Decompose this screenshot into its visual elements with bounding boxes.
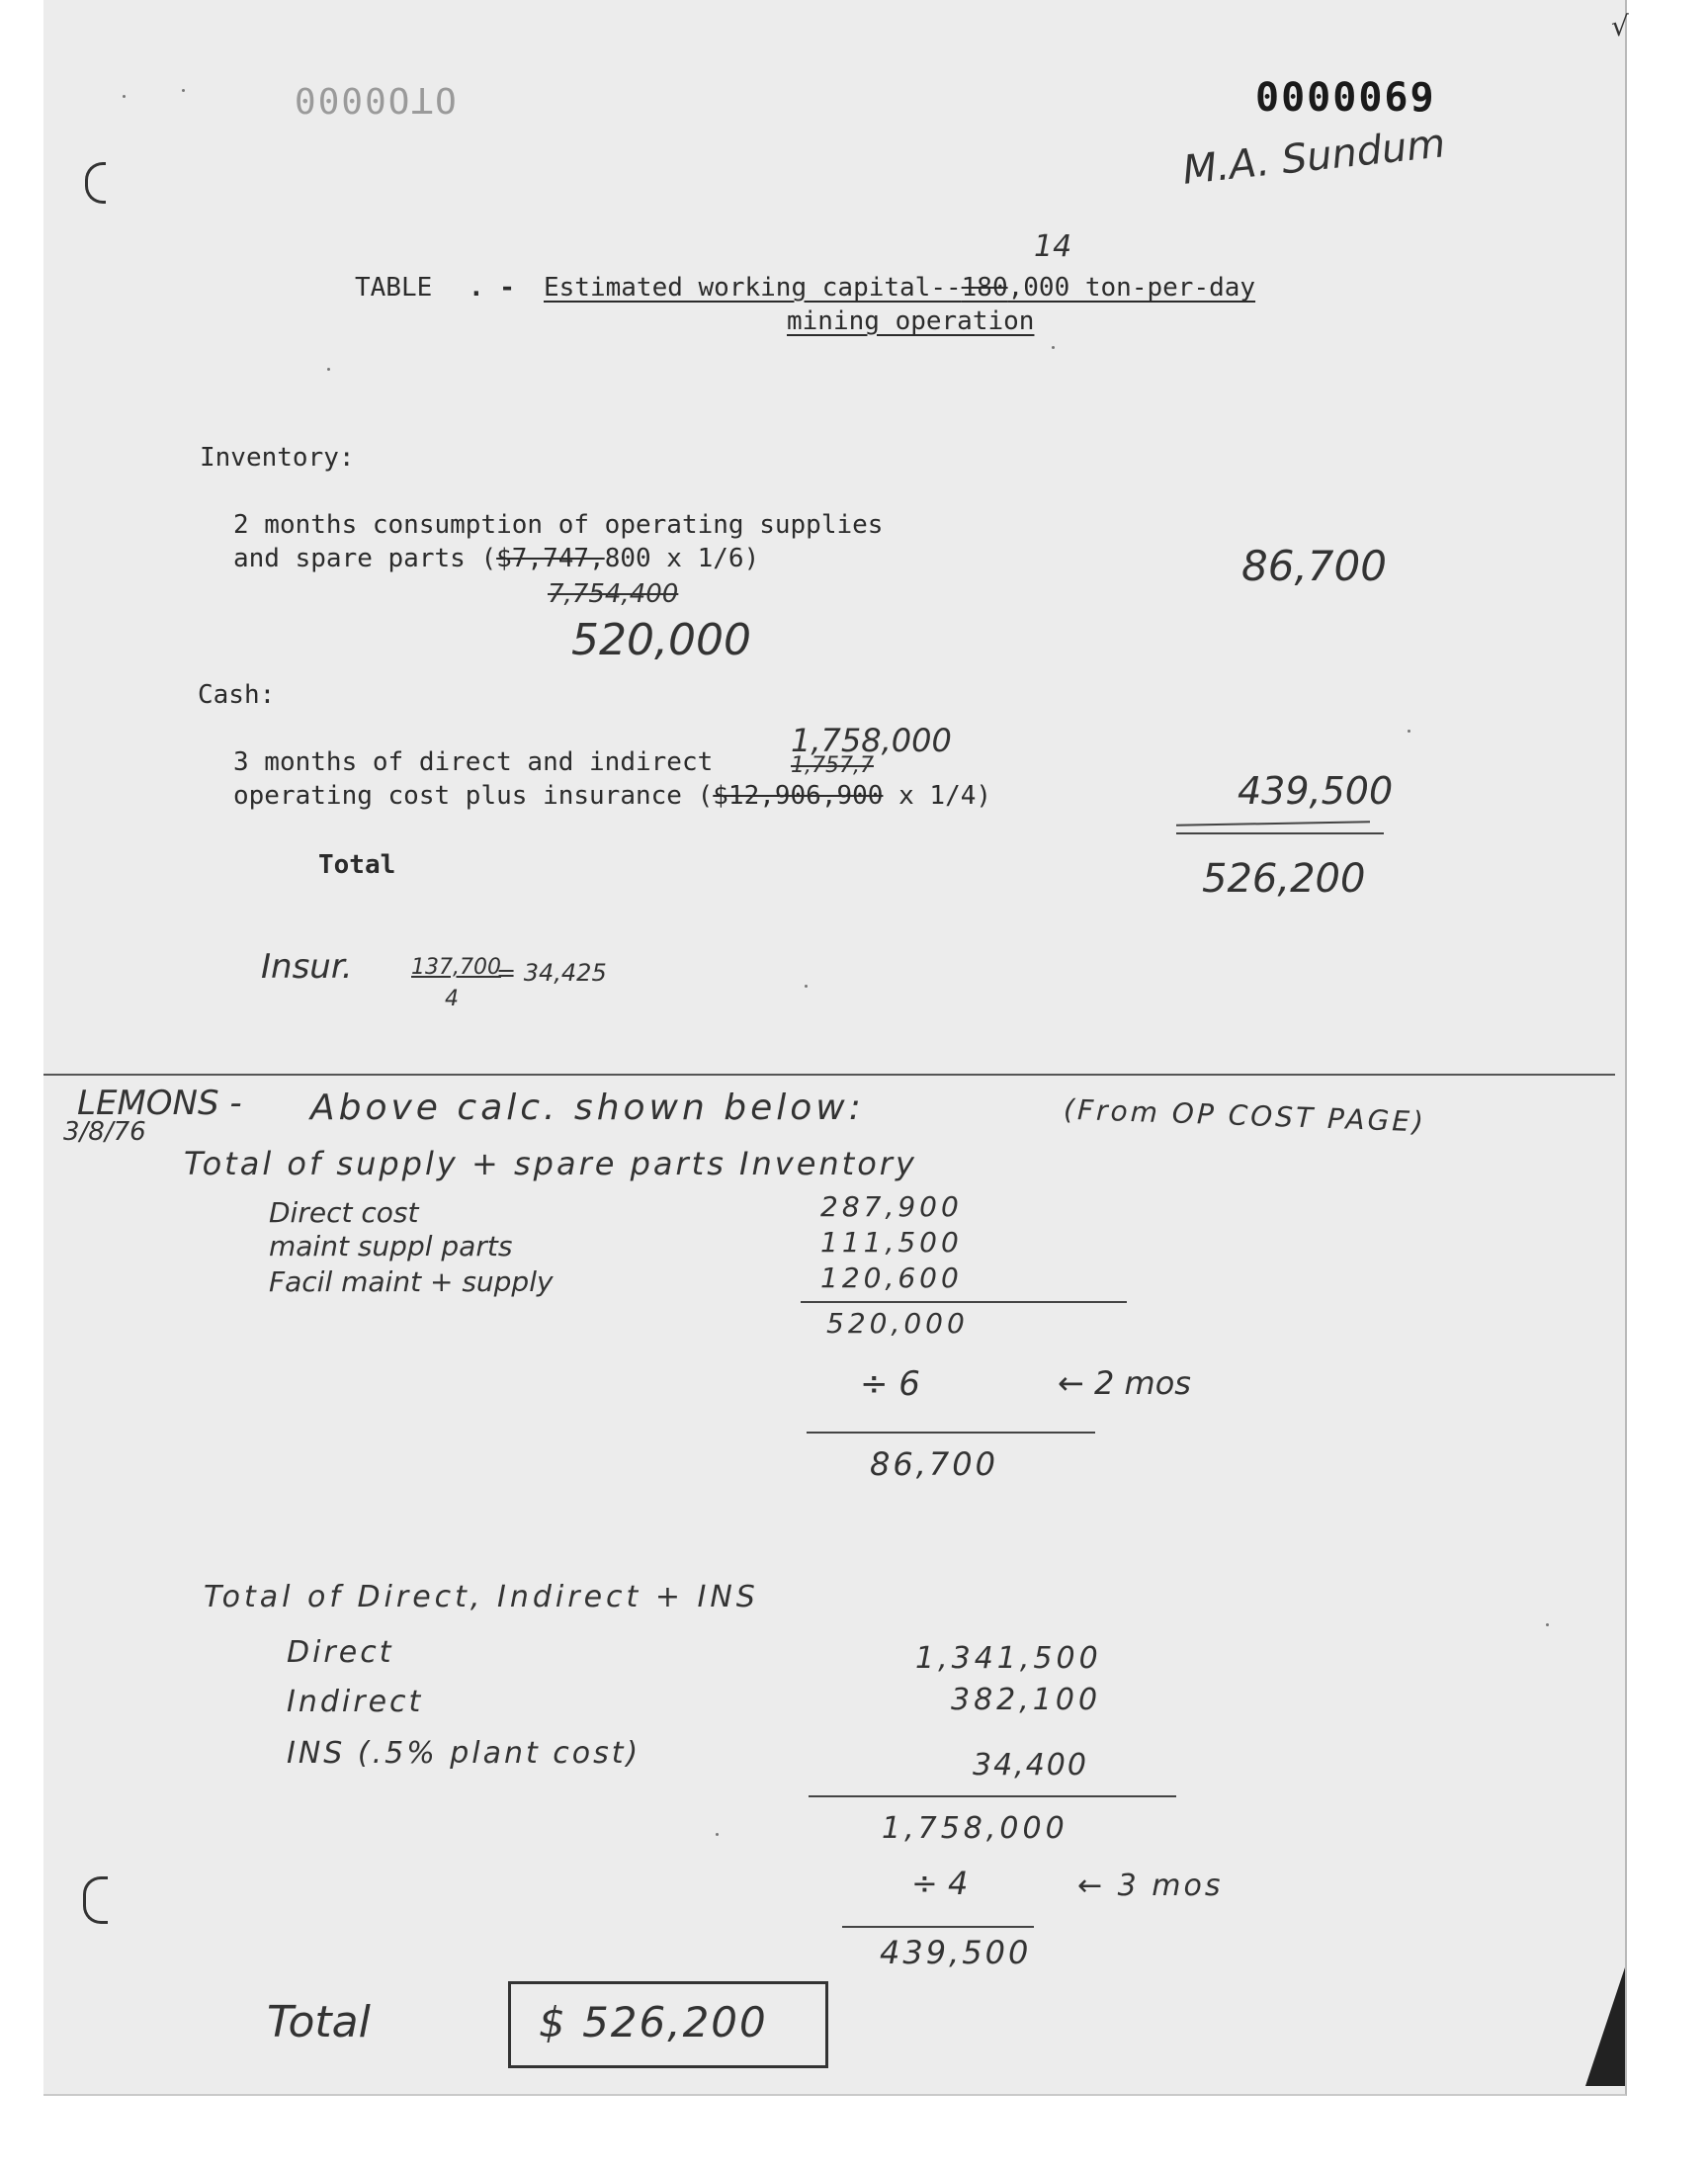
- cost-result-rule: [842, 1926, 1034, 1928]
- cash-line-2-prefix: operating cost plus insurance (: [233, 781, 714, 811]
- cost-divisor: ÷ 4: [911, 1865, 969, 1902]
- cash-heading: Cash:: [198, 680, 276, 710]
- title-suffix: ,000 ton-per-day: [1007, 273, 1256, 303]
- notes-author: LEMONS -: [77, 1084, 242, 1123]
- cash-struck-handwritten: 1,757,7: [791, 753, 874, 778]
- cash-struck-amount: $12,906,900: [713, 781, 884, 811]
- cost-row-value: 1,341,500: [915, 1641, 1102, 1676]
- speck: [123, 95, 126, 98]
- inventory-line-2: [233, 544, 759, 573]
- supply-row-value: 120,600: [820, 1262, 963, 1294]
- inventory-heading: Inventory:: [200, 443, 355, 473]
- cost-row-value: 34,400: [973, 1748, 1088, 1783]
- supply-row-label: maint suppl parts: [269, 1230, 513, 1262]
- cash-amount: 439,500: [1238, 769, 1394, 813]
- supply-result: 86,700: [870, 1445, 998, 1483]
- table-title-line-2: mining operation: [787, 306, 1035, 336]
- document-page: [43, 0, 1627, 2096]
- cost-sum: 1,758,000: [882, 1811, 1068, 1846]
- cost-sum-rule: [809, 1795, 1176, 1797]
- total-amount: 526,200: [1202, 856, 1366, 902]
- supply-row-value: 111,500: [820, 1226, 963, 1259]
- table-title-line-1: [544, 273, 1255, 303]
- notes-source: (From OP COST PAGE): [1063, 1092, 1427, 1139]
- final-total-value: $ 526,200: [539, 1998, 768, 2046]
- inventory-struck-handwritten: 7,754,400: [548, 579, 679, 609]
- supply-title: Total of supply + spare parts Inventory: [184, 1145, 917, 1182]
- punch-hole-top: [85, 162, 106, 204]
- inventory-amount: 86,700: [1241, 542, 1387, 590]
- table-dash: . -: [469, 273, 515, 303]
- cash-line-2: [233, 781, 991, 811]
- inventory-line-2-prefix: and spare parts (: [233, 544, 497, 573]
- cost-row-label: Indirect: [287, 1685, 424, 1719]
- inventory-line-1: 2 months consumption of operating supplies: [233, 510, 884, 540]
- cost-title: Total of Direct, Indirect + INS: [204, 1580, 759, 1614]
- cash-line-2-suffix: x 1/4): [883, 781, 992, 811]
- section-divider: [43, 1074, 1615, 1076]
- cost-divisor-note: ← 3 mos: [1077, 1869, 1224, 1903]
- insurance-label: Insur.: [261, 947, 353, 987]
- insurance-denominator: 4: [445, 987, 459, 1011]
- faded-stamp-number: OTO0000: [293, 79, 457, 120]
- speck: [1052, 346, 1055, 349]
- title-prefix: Estimated working capital--: [544, 273, 962, 303]
- speck: [327, 368, 330, 371]
- notes-date: 3/8/76: [63, 1117, 146, 1147]
- cost-row-label: Direct: [287, 1635, 394, 1670]
- speck: [182, 89, 185, 92]
- supply-row-value: 287,900: [820, 1190, 963, 1223]
- supply-sum: 520,000: [826, 1307, 969, 1340]
- signature: M.A. Sundum: [1180, 121, 1448, 194]
- page-corner-shadow: [1585, 1967, 1625, 2086]
- inventory-line-2-suffix: 800 x 1/6): [604, 544, 760, 573]
- supply-row-label: Facil maint + supply: [269, 1265, 554, 1298]
- speck: [805, 985, 808, 988]
- title-insert-number: 14: [1034, 229, 1072, 264]
- table-label: TABLE: [355, 273, 433, 303]
- final-total-box: [508, 1981, 828, 2068]
- final-total-label: Total: [267, 1997, 371, 2047]
- supply-divisor-note: ← 2 mos: [1058, 1364, 1191, 1402]
- insurance-numerator: 137,700: [411, 955, 501, 980]
- notes-heading: Above calc. shown below:: [310, 1088, 865, 1128]
- total-rule-2: [1176, 832, 1384, 834]
- cash-line-1: 3 months of direct and indirect: [233, 747, 714, 777]
- punch-hole-bottom: [83, 1876, 108, 1924]
- speck: [1546, 1623, 1549, 1626]
- total-rule-1: [1176, 821, 1370, 826]
- cost-result: 439,500: [880, 1934, 1032, 1971]
- supply-result-rule: [807, 1432, 1095, 1434]
- insurance-result: = 34,425: [496, 959, 607, 987]
- supply-sum-rule: [801, 1301, 1127, 1303]
- document-number: 0000069: [1255, 75, 1436, 121]
- speck: [1408, 730, 1410, 733]
- total-label: Total: [318, 850, 396, 880]
- cost-row-value: 382,100: [951, 1683, 1102, 1717]
- cash-handwritten-amount: 1,758,000: [791, 722, 952, 759]
- cost-row-label: INS (.5% plant cost): [287, 1736, 641, 1771]
- speck: [716, 1833, 719, 1836]
- inventory-handwritten-total: 520,000: [571, 615, 751, 665]
- corner-check-mark: √: [1611, 10, 1629, 43]
- supply-divisor: ÷ 6: [860, 1364, 920, 1404]
- inventory-struck-amount: $7,747,: [496, 544, 605, 573]
- title-struck-number: 180: [961, 273, 1008, 303]
- supply-row-label: Direct cost: [269, 1196, 419, 1229]
